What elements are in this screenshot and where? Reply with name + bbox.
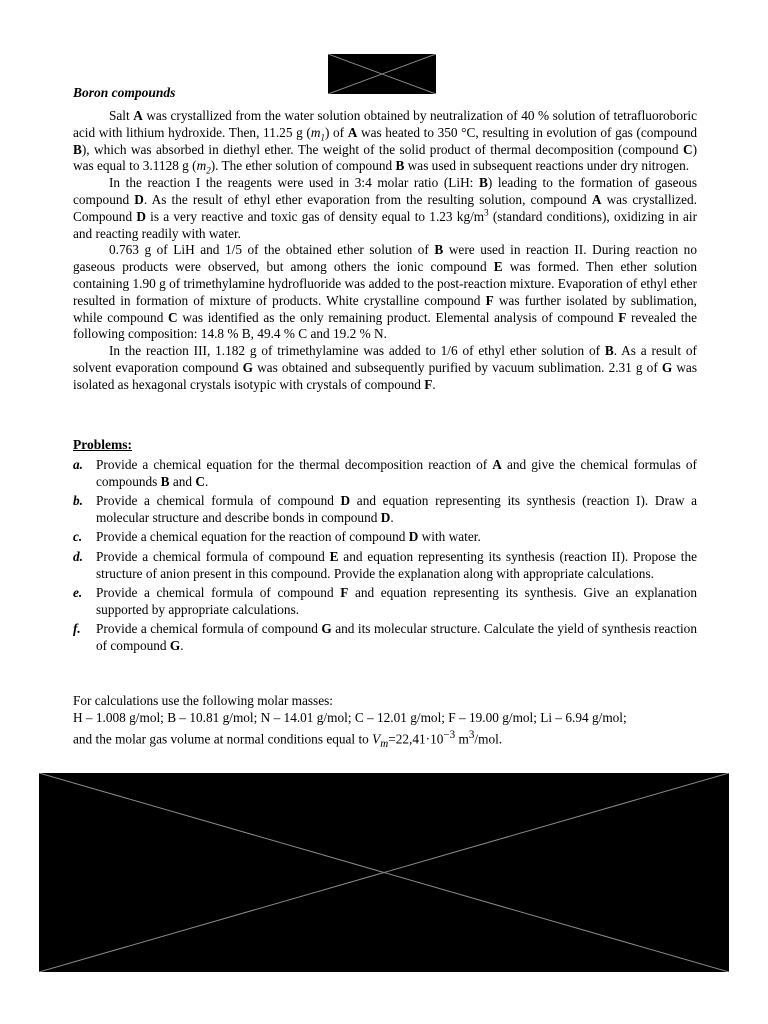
image-placeholder-cross (39, 773, 729, 972)
molar-values: H – 1.008 g/mol; B – 10.81 g/mol; N – 14.01 g/mol; C – 12.01 g/mol; F – 19.00 g/mol; Li – 6.94 g/mol; (73, 709, 627, 725)
bottom-image-placeholder (39, 773, 729, 972)
problem-marker: e. (73, 585, 83, 601)
paragraph: In the reaction III, 1.182 g of trimethylamine was added to 1/6 of ethyl ether solution of B. As a result of solvent evaporation compound G was obtained and subsequently purified by vacuum sublimation. 2.31 g of G was isolated as hexagonal crystals isotypic with crystals of compound F. (73, 343, 697, 392)
molar-mass-section (73, 693, 697, 752)
header-image-placeholder (328, 54, 436, 94)
problems-list (73, 457, 697, 658)
problem-item (73, 529, 697, 546)
problem-item (73, 457, 697, 490)
problem-statement (73, 108, 697, 394)
paragraph: Salt A was crystallized from the water solution obtained by neutralization of 40 % solution of tetrafluoroboric acid with lithium hydroxide. Then, 11.25 g $(m_1)$ of A was heated to 350 °C, resulting in evolution of gas (compound B), which was absorbed in diethyl ether. The weight of the solid product of thermal decomposition (compound C) was equal to 3.1128 g $(m_2)$. The ether solution of compound B was used in subsequent reactions under dry nitrogen. (73, 108, 697, 177)
problem-marker: c. (73, 529, 83, 545)
section-title: Boron compounds (73, 85, 176, 100)
problem-item (73, 493, 697, 526)
problem-marker: b. (73, 493, 83, 509)
problem-marker: f. (73, 621, 81, 637)
problem-marker: a. (73, 457, 83, 472)
problem-text: Provide a chemical equation for the reaction of compound D with water. (96, 529, 481, 545)
problem-marker: d. (73, 548, 83, 564)
molar-intro: For calculations use the following molar masses: (73, 693, 333, 708)
problem-text: Provide a chemical formula of compound E and equation representing its synthesis (reaction II). Propose the structure of anion present in this compound. Provide the explanation along with appropriate calculations. (96, 548, 697, 581)
paragraph: In the reaction I the reagents were used in 3:4 molar ratio (LiH: B) leading to the formation of gaseous compound D. As the result of ethyl ether evaporation from the resulting solution, compound A was crystallized. Compound D is a very reactive and toxic gas of density equal to 1.23 $kg/m^3$ (standard conditions), oxidizing in air and reacting readily with water. (73, 175, 698, 241)
problem-item (73, 549, 697, 582)
problem-text: Provide a chemical formula of compound D and equation representing its synthesis (reaction I). Draw a molecular structure and describe bonds in compound D. (96, 493, 697, 525)
problem-item (73, 621, 697, 654)
problem-text: Provide a chemical equation for the thermal decomposition reaction of A and give the chemical formulas of compounds B and C. (96, 457, 697, 489)
image-placeholder-cross (328, 54, 436, 94)
molar-volume: and the molar gas volume at normal conditions equal to $V_m=22,41\cdot 10^{-3}$ $m^3$/mol. (73, 728, 503, 750)
paragraph: 0.763 g of LiH and 1/5 of the obtained ether solution of B were used in reaction II. During reaction no gaseous products were observed, but among others the ionic compound E was formed. Then ether solution containing 1.90 g of trimethylamine hydrofluoride was added to the post-reaction mixture. Evaporation of ethyl ether resulted in formation of mixture of products. White crystalline compound F was further isolated by sublimation, while compound C was identified as the only remaining product. Elemental analysis of compound F revealed the following composition: 14.8 % B, 49.4 % C and 19.2 % N. (73, 242, 698, 342)
problem-text: Provide a chemical formula of compound F and equation representing its synthesis. Give an explanation supported by appropriate calculations. (96, 585, 697, 617)
problem-item (73, 585, 697, 618)
problem-text: Provide a chemical formula of compound G and its molecular structure. Calculate the yield of synthesis reaction of compound G. (96, 621, 697, 653)
problems-heading: Problems: (73, 437, 132, 452)
